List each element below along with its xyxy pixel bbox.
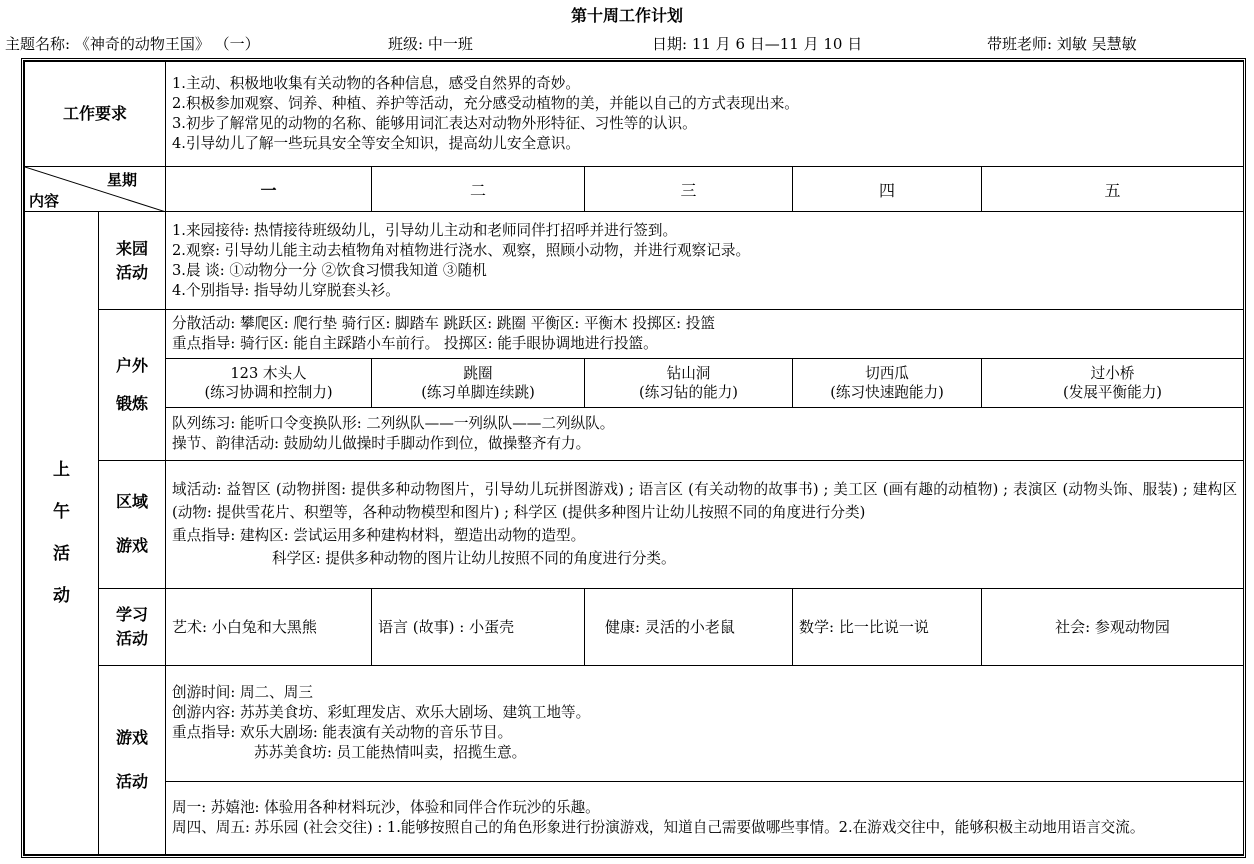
teachers: 带班老师: 刘敏 吴慧敏: [987, 35, 1137, 53]
requirement-line: 4.引导幼儿了解一些玩具安全等安全知识，提高幼儿安全意识。: [172, 134, 580, 152]
outdoor-day-2: 跳圈 (练习单脚连续跳): [372, 358, 585, 407]
day-header: 三: [585, 166, 793, 212]
games-row-bottom: [25, 781, 1244, 854]
outdoor-row-bottom: [25, 407, 1244, 460]
outdoor-row-top: [25, 310, 1244, 359]
games-label: 游戏 活动: [99, 665, 166, 854]
weekday-header-row: [25, 166, 1244, 212]
study-item: 数学: 比一比说一说: [793, 588, 982, 665]
games-sand-social: 周一: 苏嬉池: 体验用各种材料玩沙，体验和同伴合作玩沙的乐趣。 周四、周五: 苏乐园 (社会交往) : 1.能够按照自己的角色形象进行扮演游戏，知道自己需要做哪些事情。2.在游戏交往中，能够积极主动地用语言交流。: [166, 781, 1244, 854]
outdoor-day-3: 钻山洞 (练习钻的能力): [585, 358, 793, 407]
study-item: 社会: 参观动物园: [982, 588, 1244, 665]
arrival-row: [25, 212, 1244, 310]
theme-name: 主题名称: 《神奇的动物王国》 （一）: [5, 35, 260, 53]
study-item: 艺术: 小白兔和大黑熊: [166, 588, 372, 665]
outdoor-formation: 队列练习: 能听口令变换队形: 二列纵队——一列纵队——二列纵队。 操节、韵律活动: 鼓励幼儿做操时手脚动作到位，做操整齐有力。: [166, 407, 1244, 460]
morning-activities-label: 上 午 活 动: [25, 212, 99, 855]
requirement-line: 3.初步了解常见的动物的名称、能够用词汇表达对动物外形特征、习性等的认识。: [172, 114, 697, 132]
corner-content-label: 内容: [29, 192, 60, 211]
outdoor-day-5: 过小桥 (发展平衡能力): [982, 358, 1244, 407]
class-name: 班级: 中一班: [388, 35, 473, 53]
games-creative: 创游时间: 周二、周三 创游内容: 苏苏美食坊、彩虹理发店、欢乐大剧场、建筑工地等。 重点指导: 欢乐大剧场: 能表演有关动物的音乐节目。 苏苏美食坊: 员工能热情叫卖，招揽生意。: [166, 665, 1244, 781]
day-header: 二: [372, 166, 585, 212]
outdoor-day-4: 切西瓜 (练习快速跑能力): [793, 358, 982, 407]
requirement-line: 1.主动、积极地收集有关动物的各种信息，感受自然界的奇妙。: [172, 74, 580, 92]
study-item: 健康: 灵活的小老鼠: [585, 588, 793, 665]
outdoor-label: 户外 锻炼: [99, 310, 166, 460]
arrival-label: 来园 活动: [99, 212, 166, 310]
area-games-label: 区域 游戏: [99, 460, 166, 588]
study-row: [25, 588, 1244, 665]
study-item: 语言 (故事) : 小蛋壳: [372, 588, 585, 665]
requirements-row: [25, 62, 1244, 167]
plan-table: [24, 61, 1244, 855]
area-games-row: [25, 460, 1244, 588]
day-header: 四: [793, 166, 982, 212]
requirements-label: 工作要求: [25, 62, 166, 167]
area-games-content: 域活动: 益智区 (动物拼图: 提供多种动物图片，引导幼儿玩拼图游戏) ; 语言区 (有关动物的故事书) ; 美工区 (画有趣的动植物) ; 表演区 (动物头饰、服装) ; 建构区 (动物: 提供雪花片、积塑等，各种动物模型和图片) ; 科学区 (提供多种图片让幼儿按照不同的角度进行分类) 重点指导: 建构区: 尝试运用多种建构材料，塑造出动物的造型。 科学区: 提供多种动物的图片让幼儿按照不同的角度进行分类。: [166, 460, 1244, 588]
corner-cell: [25, 166, 166, 212]
day-header: 五: [982, 166, 1244, 212]
page-title: 第十周工作计划: [570, 6, 683, 25]
outdoor-day-1: 123 木头人 (练习协调和控制力): [166, 358, 372, 407]
arrival-content: 1.来园接待: 热情接待班级幼儿，引导幼儿主动和老师同伴打招呼并进行签到。 2.观察: 引导幼儿能主动去植物角对植物进行浇水、观察，照顾小动物，并进行观察记录。 3.晨 谈: ①动物分一分 ②饮食习惯我知道 ③随机 4.个别指导: 指导幼儿穿脱套头衫。: [166, 212, 1244, 310]
study-label: 学习 活动: [99, 588, 166, 665]
requirement-line: 2.积极参加观察、饲养、种植、养护等活动，充分感受动植物的美，并能以自己的方式表现出来。: [172, 94, 799, 112]
corner-weekday-label: 星期: [107, 170, 138, 189]
date-range: 日期: 11 月 6 日—11 月 10 日: [652, 35, 863, 53]
requirements-content: [166, 62, 1244, 167]
outdoor-row-daily: [25, 358, 1244, 407]
games-row-top: [25, 665, 1244, 781]
day-header: 一: [166, 166, 372, 212]
outdoor-general: 分散活动: 攀爬区: 爬行垫 骑行区: 脚踏车 跳跃区: 跳圈 平衡区: 平衡木 投掷区: 投篮 重点指导: 骑行区: 能自主踩踏小车前行。 投掷区: 能手眼协调地进行投篮。: [166, 310, 1244, 359]
